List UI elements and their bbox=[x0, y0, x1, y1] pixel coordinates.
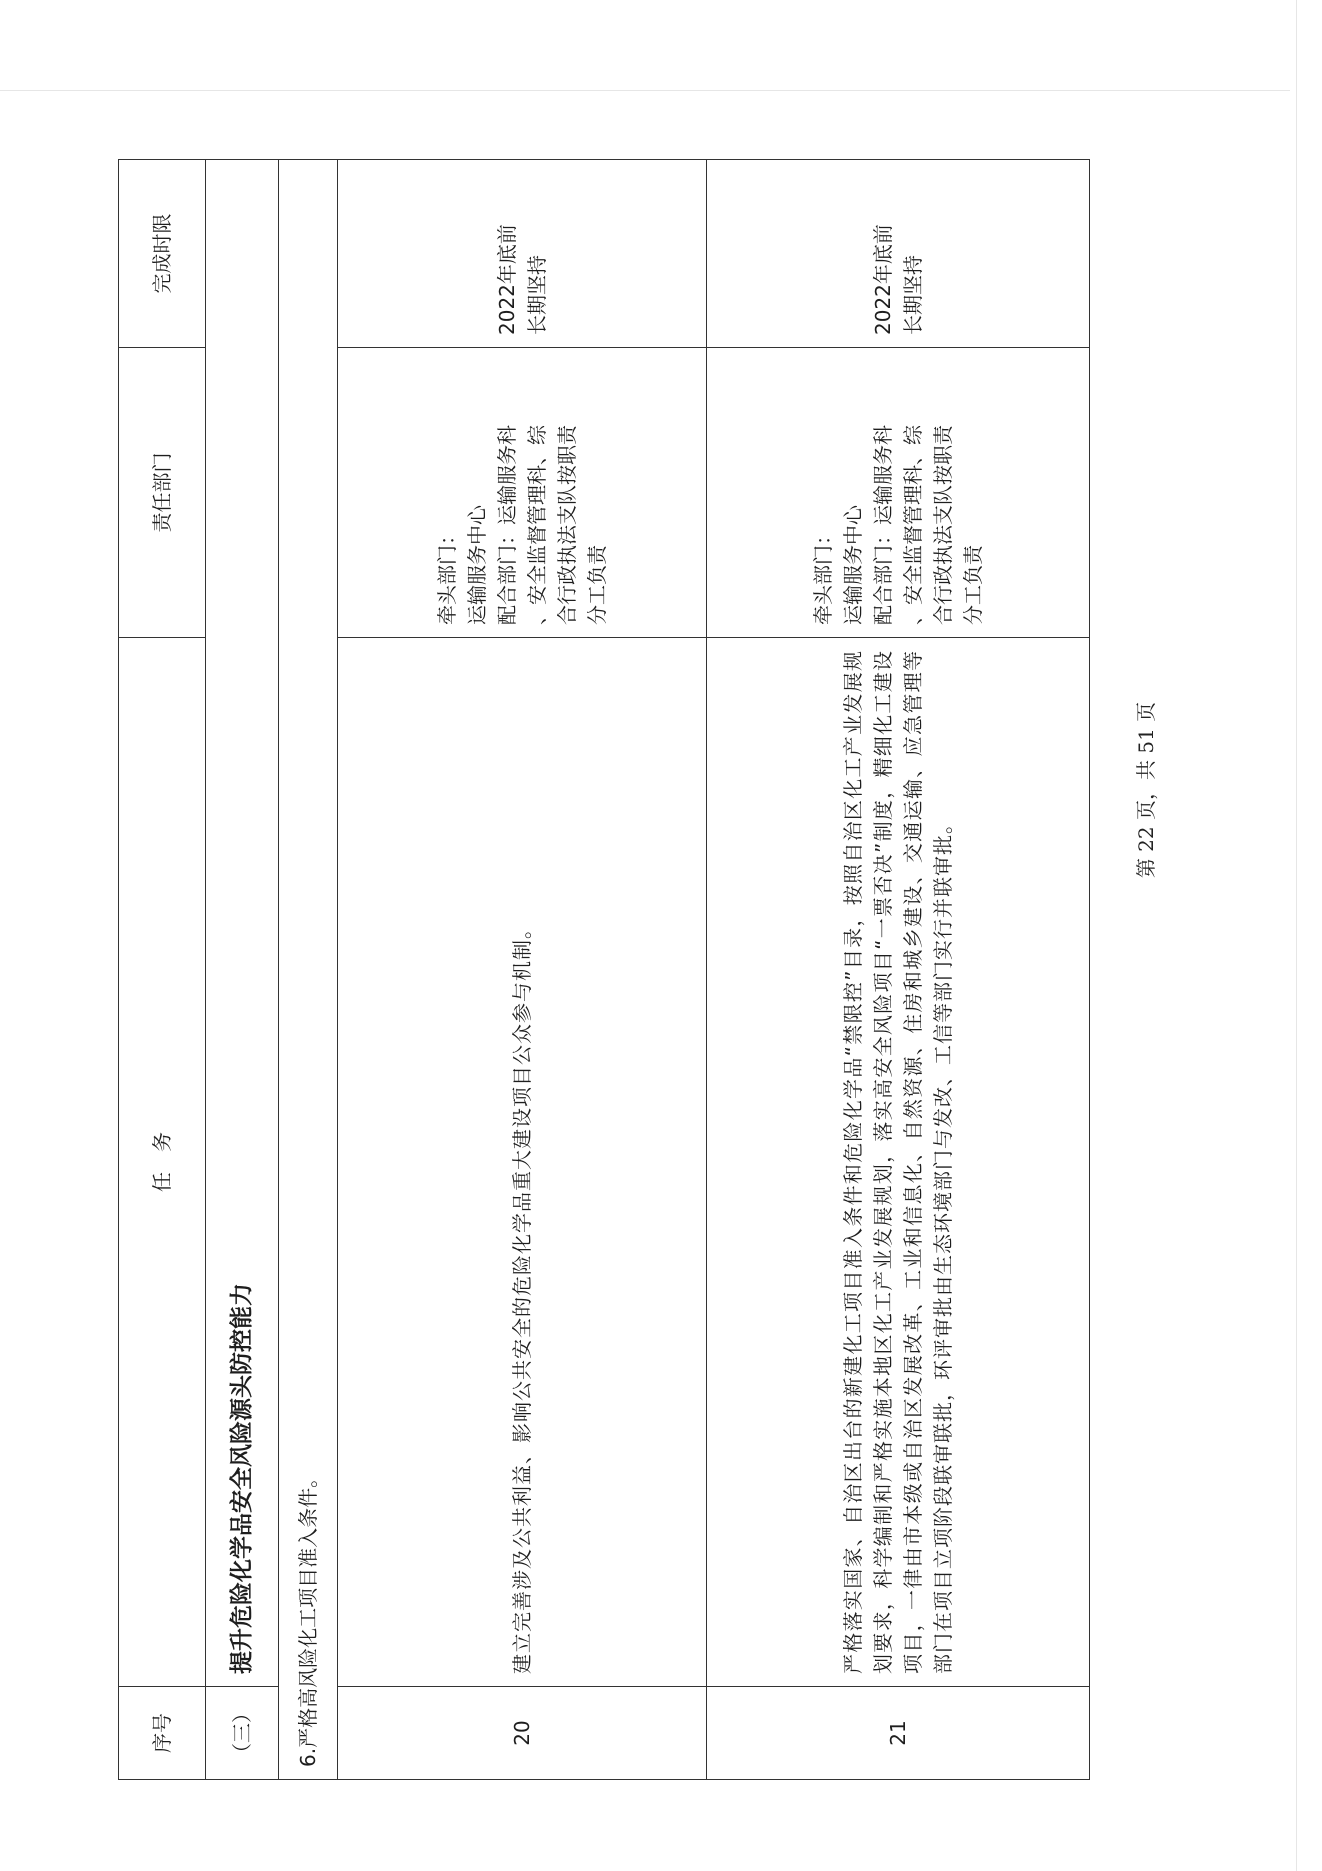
dept-line: 、安全监督管理科、综 bbox=[525, 425, 549, 625]
dept-line: 运输服务中心 bbox=[465, 505, 489, 625]
table-row bbox=[338, 160, 707, 1780]
row-task: 建立完善涉及公共利益、影响公共安全的危险化学品重大建设项目公众参与机制。 bbox=[338, 638, 707, 1687]
row-seq: 21 bbox=[707, 1687, 1090, 1780]
scan-edge-right bbox=[1296, 0, 1297, 1871]
row-deadline bbox=[707, 160, 1090, 348]
row-task: 严格落实国家、自治区出台的新建化工项目准入条件和危险化学品“禁限控”目录，按照自治区化工产业发展规划要求，科学编制和严格实施本地区化工产业发展规划，落实高安全风险项目“一票否决”制度，精细化工建设项目，一律由市本级或自治区发展改革、工业和信息化、自然资源、住房和城乡建设、交通运输、应急管理等部门在项目立项阶段联审联批，环评审批由生态环境部门与发改、工信等部门实行并联审批。 bbox=[707, 638, 1090, 1687]
dept-line: 分工负责 bbox=[585, 545, 609, 625]
group-row bbox=[206, 160, 279, 1780]
header-task: 任 务 bbox=[119, 638, 206, 1687]
subheading: 6.严格高风险化工项目准入条件。 bbox=[279, 160, 338, 1780]
table-header-row bbox=[119, 160, 206, 1780]
dept-line: 、安全监督管理科、综 bbox=[901, 425, 925, 625]
task-table bbox=[118, 159, 1090, 1780]
header-dept: 责任部门 bbox=[119, 348, 206, 638]
row-seq: 20 bbox=[338, 1687, 707, 1780]
row-dept bbox=[707, 348, 1090, 638]
group-title: 提升危险化学品安全风险源头防控能力 bbox=[206, 160, 279, 1687]
page-footer: 第 22 页，共 51 页 bbox=[1134, 701, 1158, 879]
header-seq: 序号 bbox=[119, 1687, 206, 1780]
rotated-task-table bbox=[118, 160, 1053, 1780]
group-seq: （三） bbox=[206, 1687, 279, 1780]
table-row bbox=[707, 160, 1090, 1780]
header-deadline: 完成时限 bbox=[119, 160, 206, 348]
row-deadline bbox=[338, 160, 707, 348]
row-dept bbox=[338, 348, 707, 638]
dept-line: 合行政执法支队按职责 bbox=[555, 425, 579, 625]
subheading-row bbox=[279, 160, 338, 1780]
scan-edge-top bbox=[0, 90, 1290, 91]
deadline-line: 2022年底前 bbox=[871, 224, 895, 335]
deadline-line: 长期坚持 bbox=[901, 255, 925, 335]
dept-line: 分工负责 bbox=[961, 545, 985, 625]
dept-line: 配合部门：运输服务科 bbox=[871, 425, 895, 625]
dept-line: 运输服务中心 bbox=[841, 505, 865, 625]
dept-line: 合行政执法支队按职责 bbox=[931, 425, 955, 625]
dept-line: 牵头部门： bbox=[811, 525, 835, 625]
dept-line: 牵头部门： bbox=[435, 525, 459, 625]
deadline-line: 2022年底前 bbox=[495, 224, 519, 335]
dept-line: 配合部门：运输服务科 bbox=[495, 425, 519, 625]
deadline-line: 长期坚持 bbox=[525, 255, 549, 335]
